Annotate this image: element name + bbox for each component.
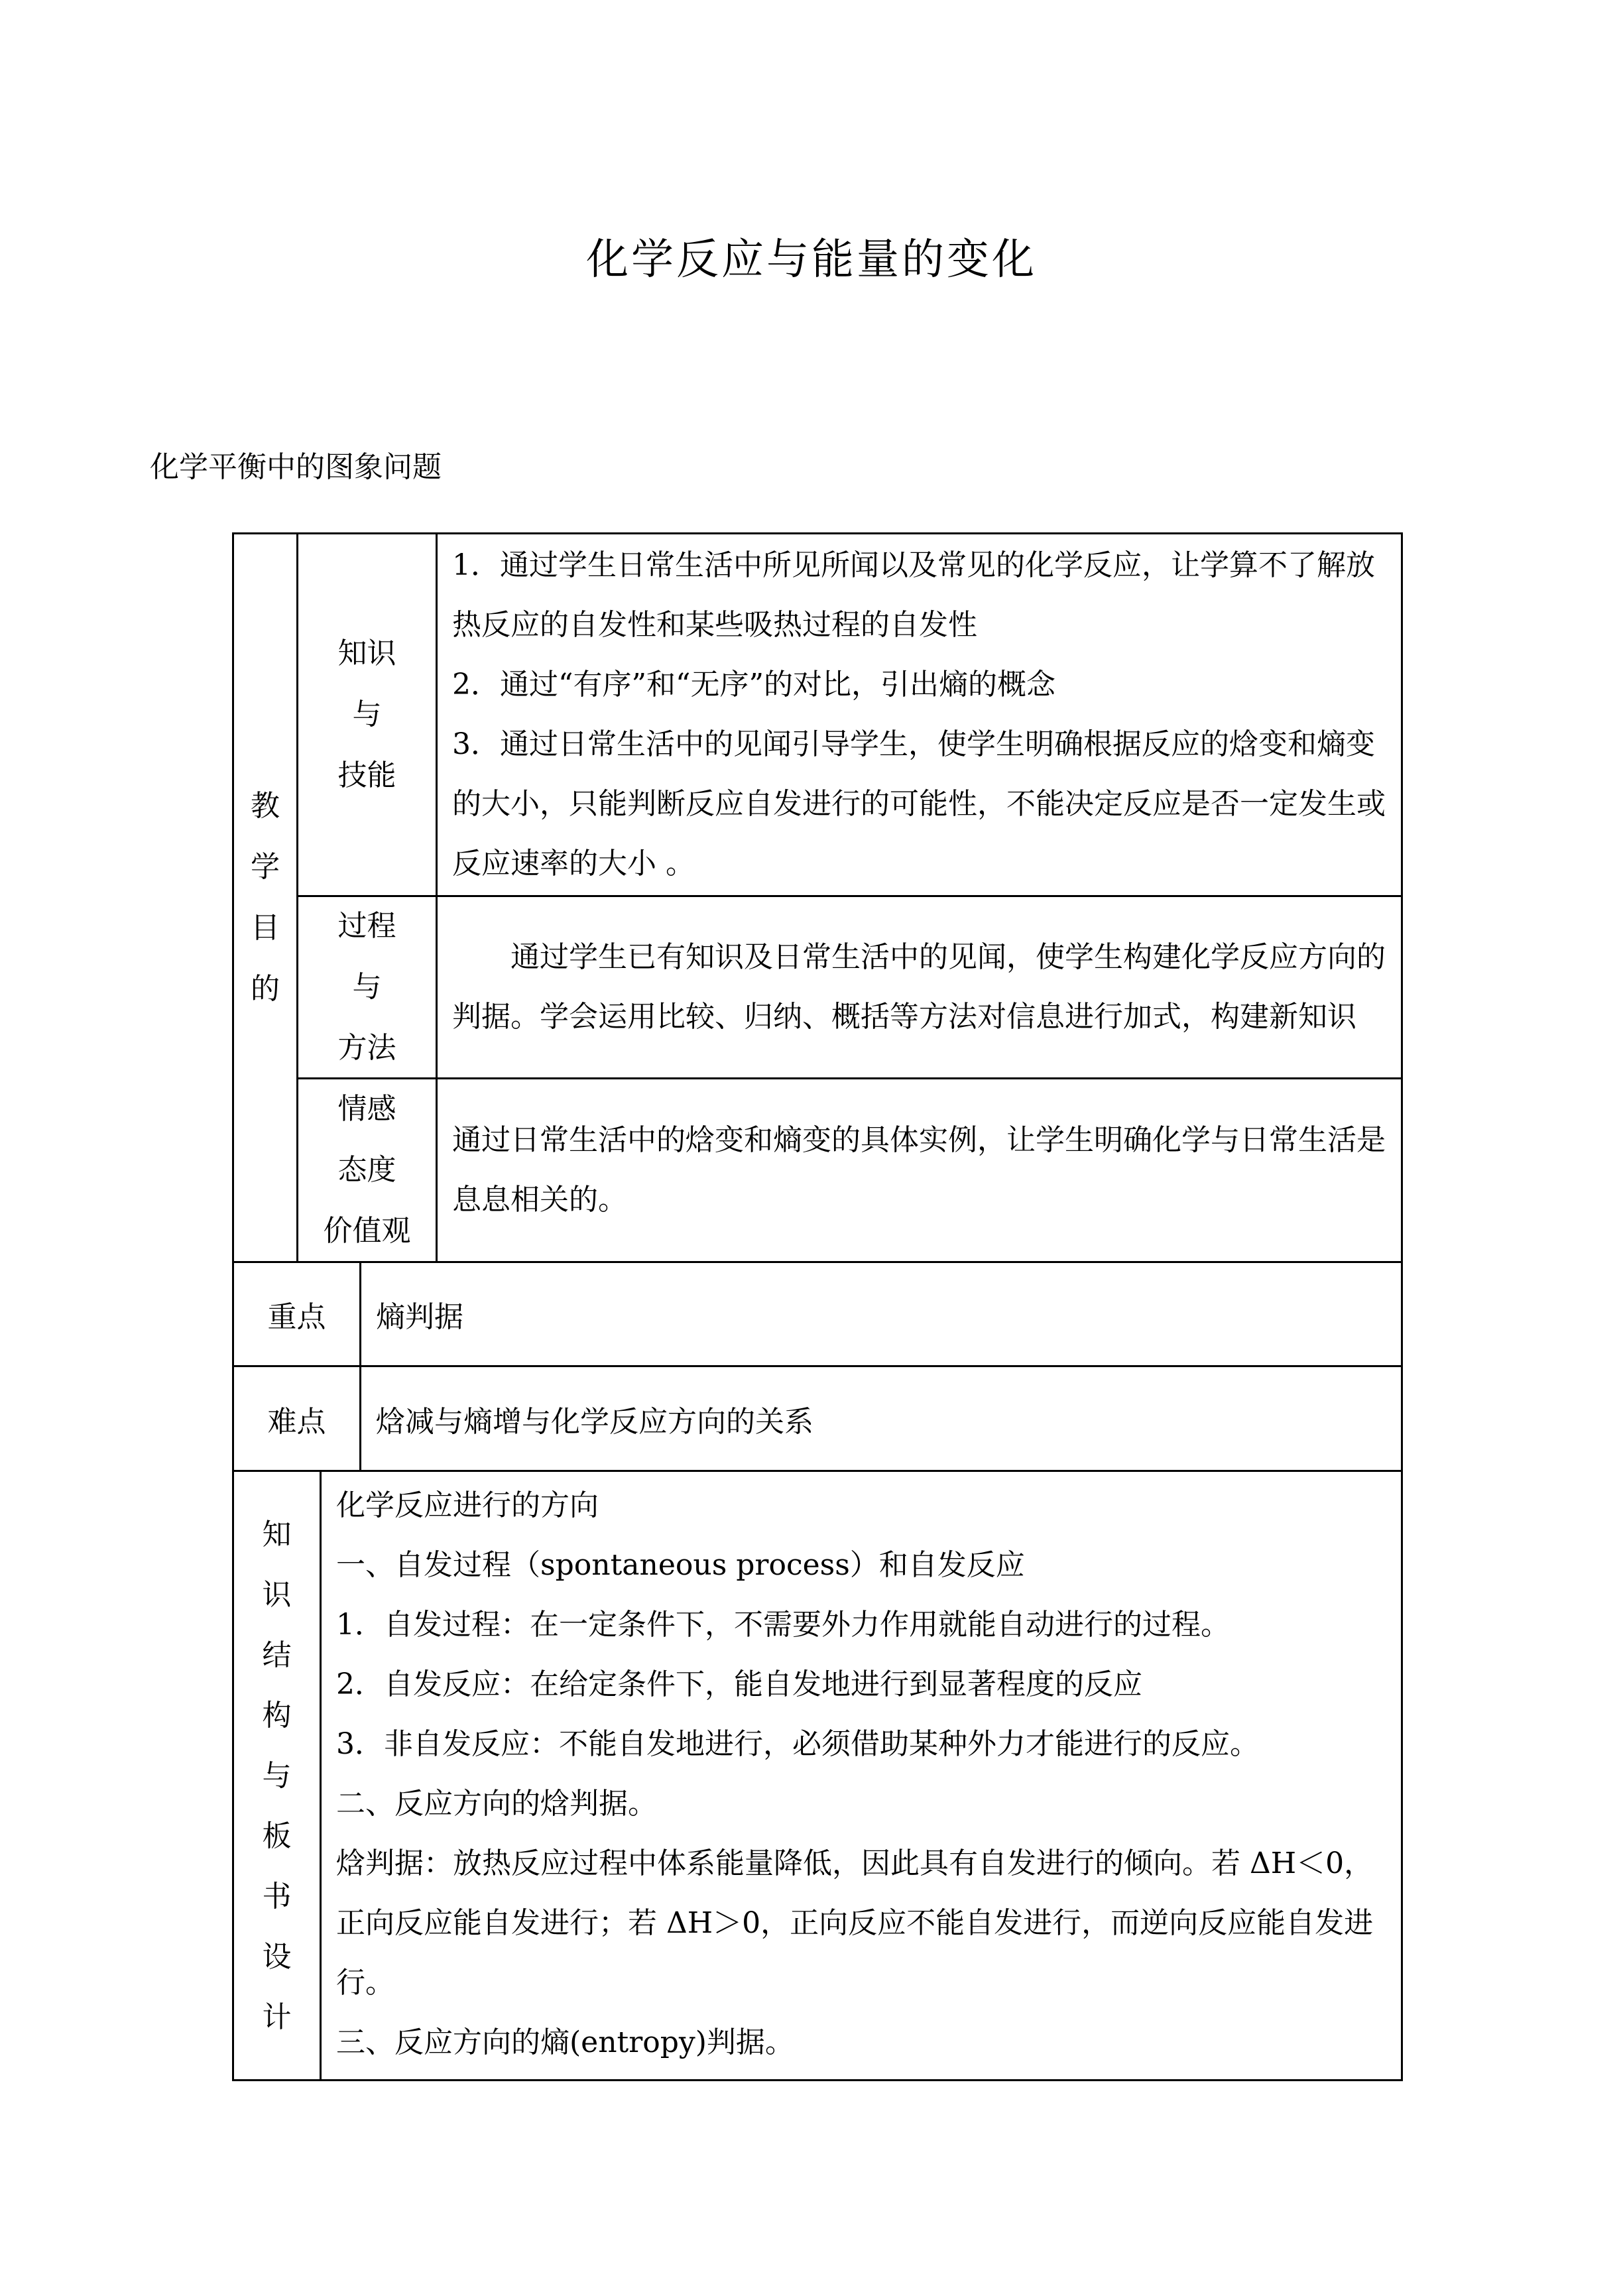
objectives-label-cell — [232, 532, 298, 1263]
structure-label-char: 板 — [262, 1819, 292, 1853]
structure-label-char: 与 — [262, 1758, 292, 1793]
structure-line: 一、自发过程（spontaneous process）和自发反应 — [336, 1548, 1025, 1582]
process-label-line: 方法 — [337, 1031, 396, 1065]
emotion-label-line: 价值观 — [323, 1214, 411, 1248]
structure-label-char: 构 — [262, 1698, 292, 1732]
emotion-label-line: 情感 — [337, 1092, 396, 1126]
structure-line: 3．非自发反应：不能自发地进行，必须借助某种外力才能进行的反应。 — [336, 1727, 1259, 1761]
structure-line: 焓判据：放热反应过程中体系能量降低，因此具有自发进行的倾向。若 ΔH＜0，正向反应能自发进行；若 ΔH＞0，正向反应不能自发进行，而逆向反应能自发进行。 — [336, 1846, 1374, 2000]
knowledge-label-line: 与 — [352, 697, 382, 731]
objectives-label-char: 学 — [251, 850, 280, 884]
structure-label-char: 识 — [262, 1577, 292, 1612]
difficulty-content: 焓减与熵增与化学反应方向的关系 — [376, 1404, 813, 1439]
structure-line: 三、反应方向的熵(entropy)判据。 — [336, 2025, 794, 2059]
process-label-line: 与 — [352, 970, 382, 1004]
process-methods-content-cell — [436, 895, 1403, 1079]
knowledge-label-line: 技能 — [337, 758, 396, 792]
structure-label-char: 结 — [262, 1638, 292, 1672]
knowledge-label-line: 知识 — [337, 636, 396, 670]
emotion-values-label-cell — [296, 1077, 438, 1263]
key-point-label: 重点 — [267, 1300, 326, 1334]
difficulty-label: 难点 — [267, 1404, 326, 1439]
key-point-content-cell — [359, 1261, 1403, 1367]
difficulty-content-cell — [359, 1365, 1403, 1472]
process-label-line: 过程 — [337, 909, 396, 943]
knowledge-skills-label-cell — [296, 532, 438, 897]
structure-line: 2．自发反应：在给定条件下，能自发地进行到显著程度的反应 — [336, 1667, 1142, 1701]
knowledge-objective-3: 3．通过日常生活中的见闻引导学生，使学生明确根据反应的焓变和熵变的大小，只能判断反应自发进行的可能性，不能决定反应是否一定发生或反应速率的大小 。 — [452, 727, 1386, 880]
key-point-content: 熵判据 — [376, 1300, 463, 1334]
objectives-label-char: 目 — [251, 911, 280, 945]
structure-label-char: 计 — [262, 2000, 292, 2034]
objectives-label-char: 教 — [251, 789, 280, 823]
process-methods-label-cell — [296, 895, 438, 1079]
page-subtitle: 化学平衡中的图象问题 — [150, 450, 442, 484]
knowledge-structure-label-cell — [232, 1470, 322, 2081]
objectives-label-char: 的 — [251, 972, 280, 1006]
structure-line: 二、反应方向的焓判据。 — [336, 1787, 657, 1821]
knowledge-objective-1: 1．通过学生日常生活中所见所闻以及常见的化学反应，让学算不了解放热反应的自发性和某些吸热过程的自发性 — [452, 548, 1375, 642]
process-objective: 通过学生已有知识及日常生活中的见闻，使学生构建化学反应方向的判据。学会运用比较、归纳、概括等方法对信息进行加式，构建新知识 — [452, 940, 1386, 1034]
structure-label-char: 知 — [262, 1517, 292, 1551]
difficulty-label-cell — [232, 1365, 361, 1472]
emotion-label-line: 态度 — [337, 1153, 396, 1187]
knowledge-structure-content-cell — [320, 1470, 1403, 2081]
structure-label-char: 书 — [262, 1879, 292, 1913]
structure-line: 1．自发过程：在一定条件下，不需要外力作用就能自动进行的过程。 — [336, 1608, 1230, 1642]
knowledge-objective-2: 2．通过“有序”和“无序”的对比，引出熵的概念 — [452, 668, 1055, 701]
emotion-objective: 通过日常生活中的焓变和熵变的具体实例，让学生明确化学与日常生活是息息相关的。 — [452, 1123, 1386, 1217]
page-title: 化学反应与能量的变化 — [586, 235, 1037, 284]
emotion-values-content-cell — [436, 1077, 1403, 1263]
key-point-label-cell — [232, 1261, 361, 1367]
structure-label-char: 设 — [262, 1939, 292, 1974]
structure-line: 化学反应进行的方向 — [336, 1488, 599, 1522]
knowledge-skills-content-cell — [436, 532, 1403, 897]
